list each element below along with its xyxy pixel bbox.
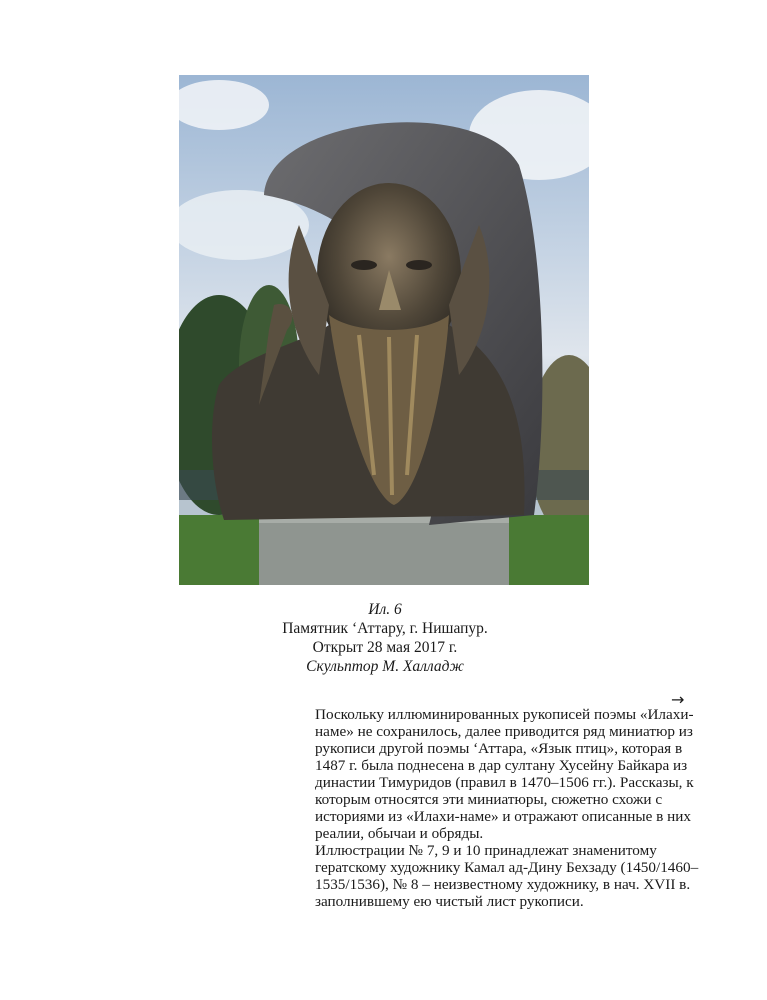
caption-number: Ил. 6 [368,601,402,618]
figure-caption [230,600,540,676]
caption-sculptor: Скульптор М. Халладж [306,658,464,675]
caption-title: Памятник ‘Аттару, г. Нишапур. [282,620,488,637]
arrow-right-icon: → [671,690,685,709]
monument-illustration [179,75,589,585]
statue-photo [179,75,589,585]
body-text [315,706,715,910]
caption-date: Открыт 28 мая 2017 г. [312,639,458,656]
paragraph-illustrations: Иллюстрации № 7, 9 и 10 принадлежат знаменитому гератскому художнику Камал ад-Дину Бехзаду (1450/1460–1535/1536), № 8 – неизвестному художнику, в нач. XVII в. заполнившему ею чистый лист рукописи. [315,842,699,910]
paragraph-manuscripts: Поскольку иллюминированных рукописей поэмы «Илахи-наме» не сохранилось, далее приводится ряд миниатюр из рукописи другой поэмы ‘Аттара, «Язык птиц», которая в 1487 г. была поднесена в дар султану Хусейну Байкара из династии Тимуридов (правил в 1470–1506 гг.). Рассказы, к которым относятся эти миниатюры, сюжетно схожи с историями из «Илахи-наме» и отражают описанные в них реалии, обычаи и обряды. [315,706,694,842]
